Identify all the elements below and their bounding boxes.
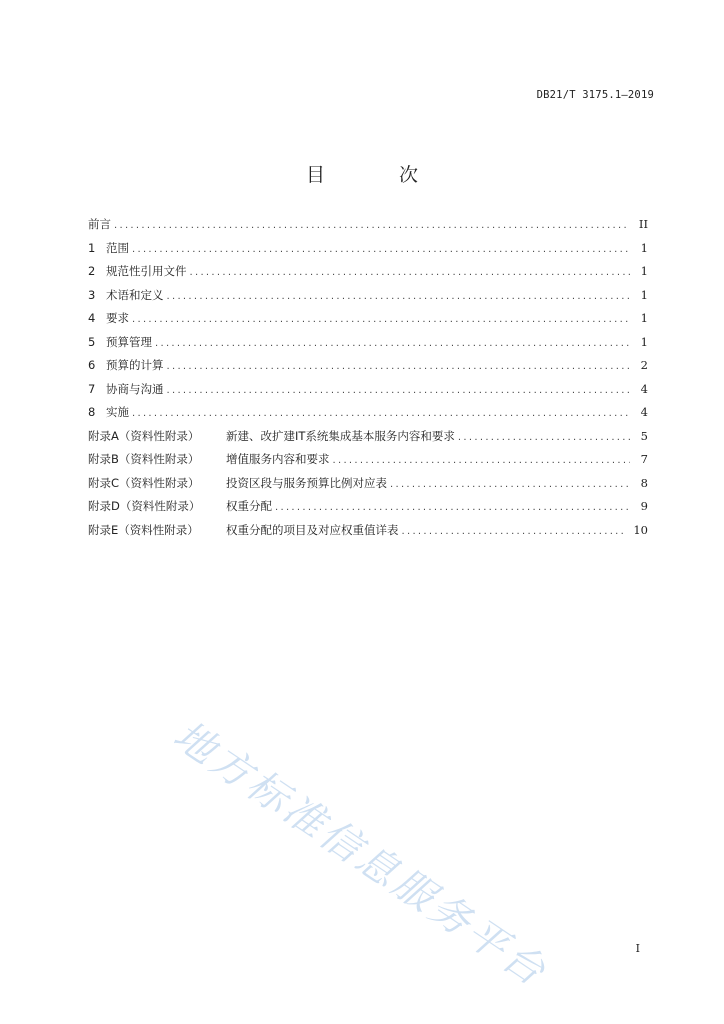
- leader-dots: [402, 526, 628, 537]
- appendix-title: 权重分配: [226, 499, 272, 513]
- toc-entry-label: 协商与沟通: [106, 381, 164, 396]
- toc-page-number: 9: [640, 499, 648, 513]
- leader-dots: [167, 361, 631, 372]
- appendix-title: 增值服务内容和要求: [226, 452, 330, 466]
- toc-entry-3[interactable]: [88, 287, 648, 311]
- page-number: I: [635, 942, 640, 955]
- leader-dots: [132, 408, 630, 419]
- toc-page-number: 7: [640, 452, 648, 466]
- leader-dots: [114, 220, 630, 231]
- toc-entry-number: 3: [88, 287, 96, 302]
- toc-appendix-b[interactable]: [88, 451, 648, 475]
- leader-dots: [275, 502, 630, 513]
- document-code: DB21/T 3175.1—2019: [536, 89, 654, 101]
- toc-entry-1[interactable]: [88, 240, 648, 264]
- toc-page-number: 1: [640, 334, 648, 349]
- toc-entry-number: 4: [88, 311, 96, 325]
- leader-dots: [155, 338, 630, 349]
- page-title: 目 次: [305, 164, 453, 186]
- toc-entry-label: 实施: [106, 405, 129, 419]
- toc-appendix-c[interactable]: [88, 475, 648, 499]
- toc-entry-2[interactable]: [88, 263, 648, 287]
- toc-entry-label: 术语和定义: [106, 287, 164, 302]
- toc-entry-6[interactable]: [88, 357, 648, 381]
- leader-dots: [458, 432, 630, 443]
- toc-entry-number: 6: [88, 358, 96, 372]
- watermark: 地方标准信息服务平台: [165, 712, 556, 997]
- toc-entry-label: 范围: [106, 240, 129, 255]
- toc-appendix-d[interactable]: [88, 498, 648, 522]
- toc-entry-label: 预算的计算: [106, 358, 164, 372]
- toc-entry-number: 5: [88, 334, 96, 349]
- toc-page-number: 10: [633, 522, 648, 537]
- toc-entry-foreword[interactable]: [88, 216, 648, 240]
- toc-entry-5[interactable]: [88, 334, 648, 358]
- toc-page-number: II: [638, 217, 648, 231]
- leader-dots: [167, 291, 631, 302]
- toc-page-number: 1: [640, 240, 648, 255]
- toc-entry-4[interactable]: [88, 310, 648, 334]
- leader-dots: [132, 314, 630, 325]
- toc-page-number: 2: [640, 358, 648, 372]
- toc-entry-label: 前言: [88, 217, 111, 231]
- appendix-label: 附录E（资料性附录）: [88, 522, 199, 537]
- toc-appendix-a[interactable]: [88, 428, 648, 452]
- toc-page-number: 8: [640, 475, 648, 490]
- toc-entry-7[interactable]: [88, 381, 648, 405]
- toc-entry-number: 2: [88, 264, 96, 278]
- toc-entry-number: 7: [88, 381, 96, 396]
- toc-entry-label: 要求: [106, 311, 129, 325]
- toc-entry-number: 8: [88, 405, 96, 419]
- leader-dots: [390, 479, 630, 490]
- appendix-label: 附录C（资料性附录）: [88, 475, 200, 490]
- toc-page-number: 5: [640, 428, 648, 443]
- toc-appendix-e[interactable]: [88, 522, 648, 546]
- toc-page-number: 4: [640, 381, 648, 396]
- toc-page-number: 1: [640, 264, 648, 278]
- toc-page-number: 1: [640, 287, 648, 302]
- toc-entry-label: 规范性引用文件: [106, 264, 187, 278]
- toc-entry-number: 1: [88, 240, 96, 255]
- appendix-label: 附录B（资料性附录）: [88, 452, 200, 466]
- leader-dots: [167, 385, 631, 396]
- toc-entry-8[interactable]: [88, 404, 648, 428]
- appendix-label: 附录A（资料性附录）: [88, 428, 200, 443]
- appendix-label: 附录D（资料性附录）: [88, 499, 201, 513]
- leader-dots: [333, 455, 631, 466]
- leader-dots: [190, 267, 631, 278]
- appendix-title: 权重分配的项目及对应权重值详表: [226, 522, 399, 537]
- appendix-title: 新建、改扩建IT系统集成基本服务内容和要求: [226, 428, 455, 443]
- toc-page-number: 1: [640, 311, 648, 325]
- table-of-contents: [88, 216, 648, 545]
- leader-dots: [132, 244, 630, 255]
- toc-page-number: 4: [640, 405, 648, 419]
- toc-entry-label: 预算管理: [106, 334, 152, 349]
- appendix-title: 投资区段与服务预算比例对应表: [226, 475, 387, 490]
